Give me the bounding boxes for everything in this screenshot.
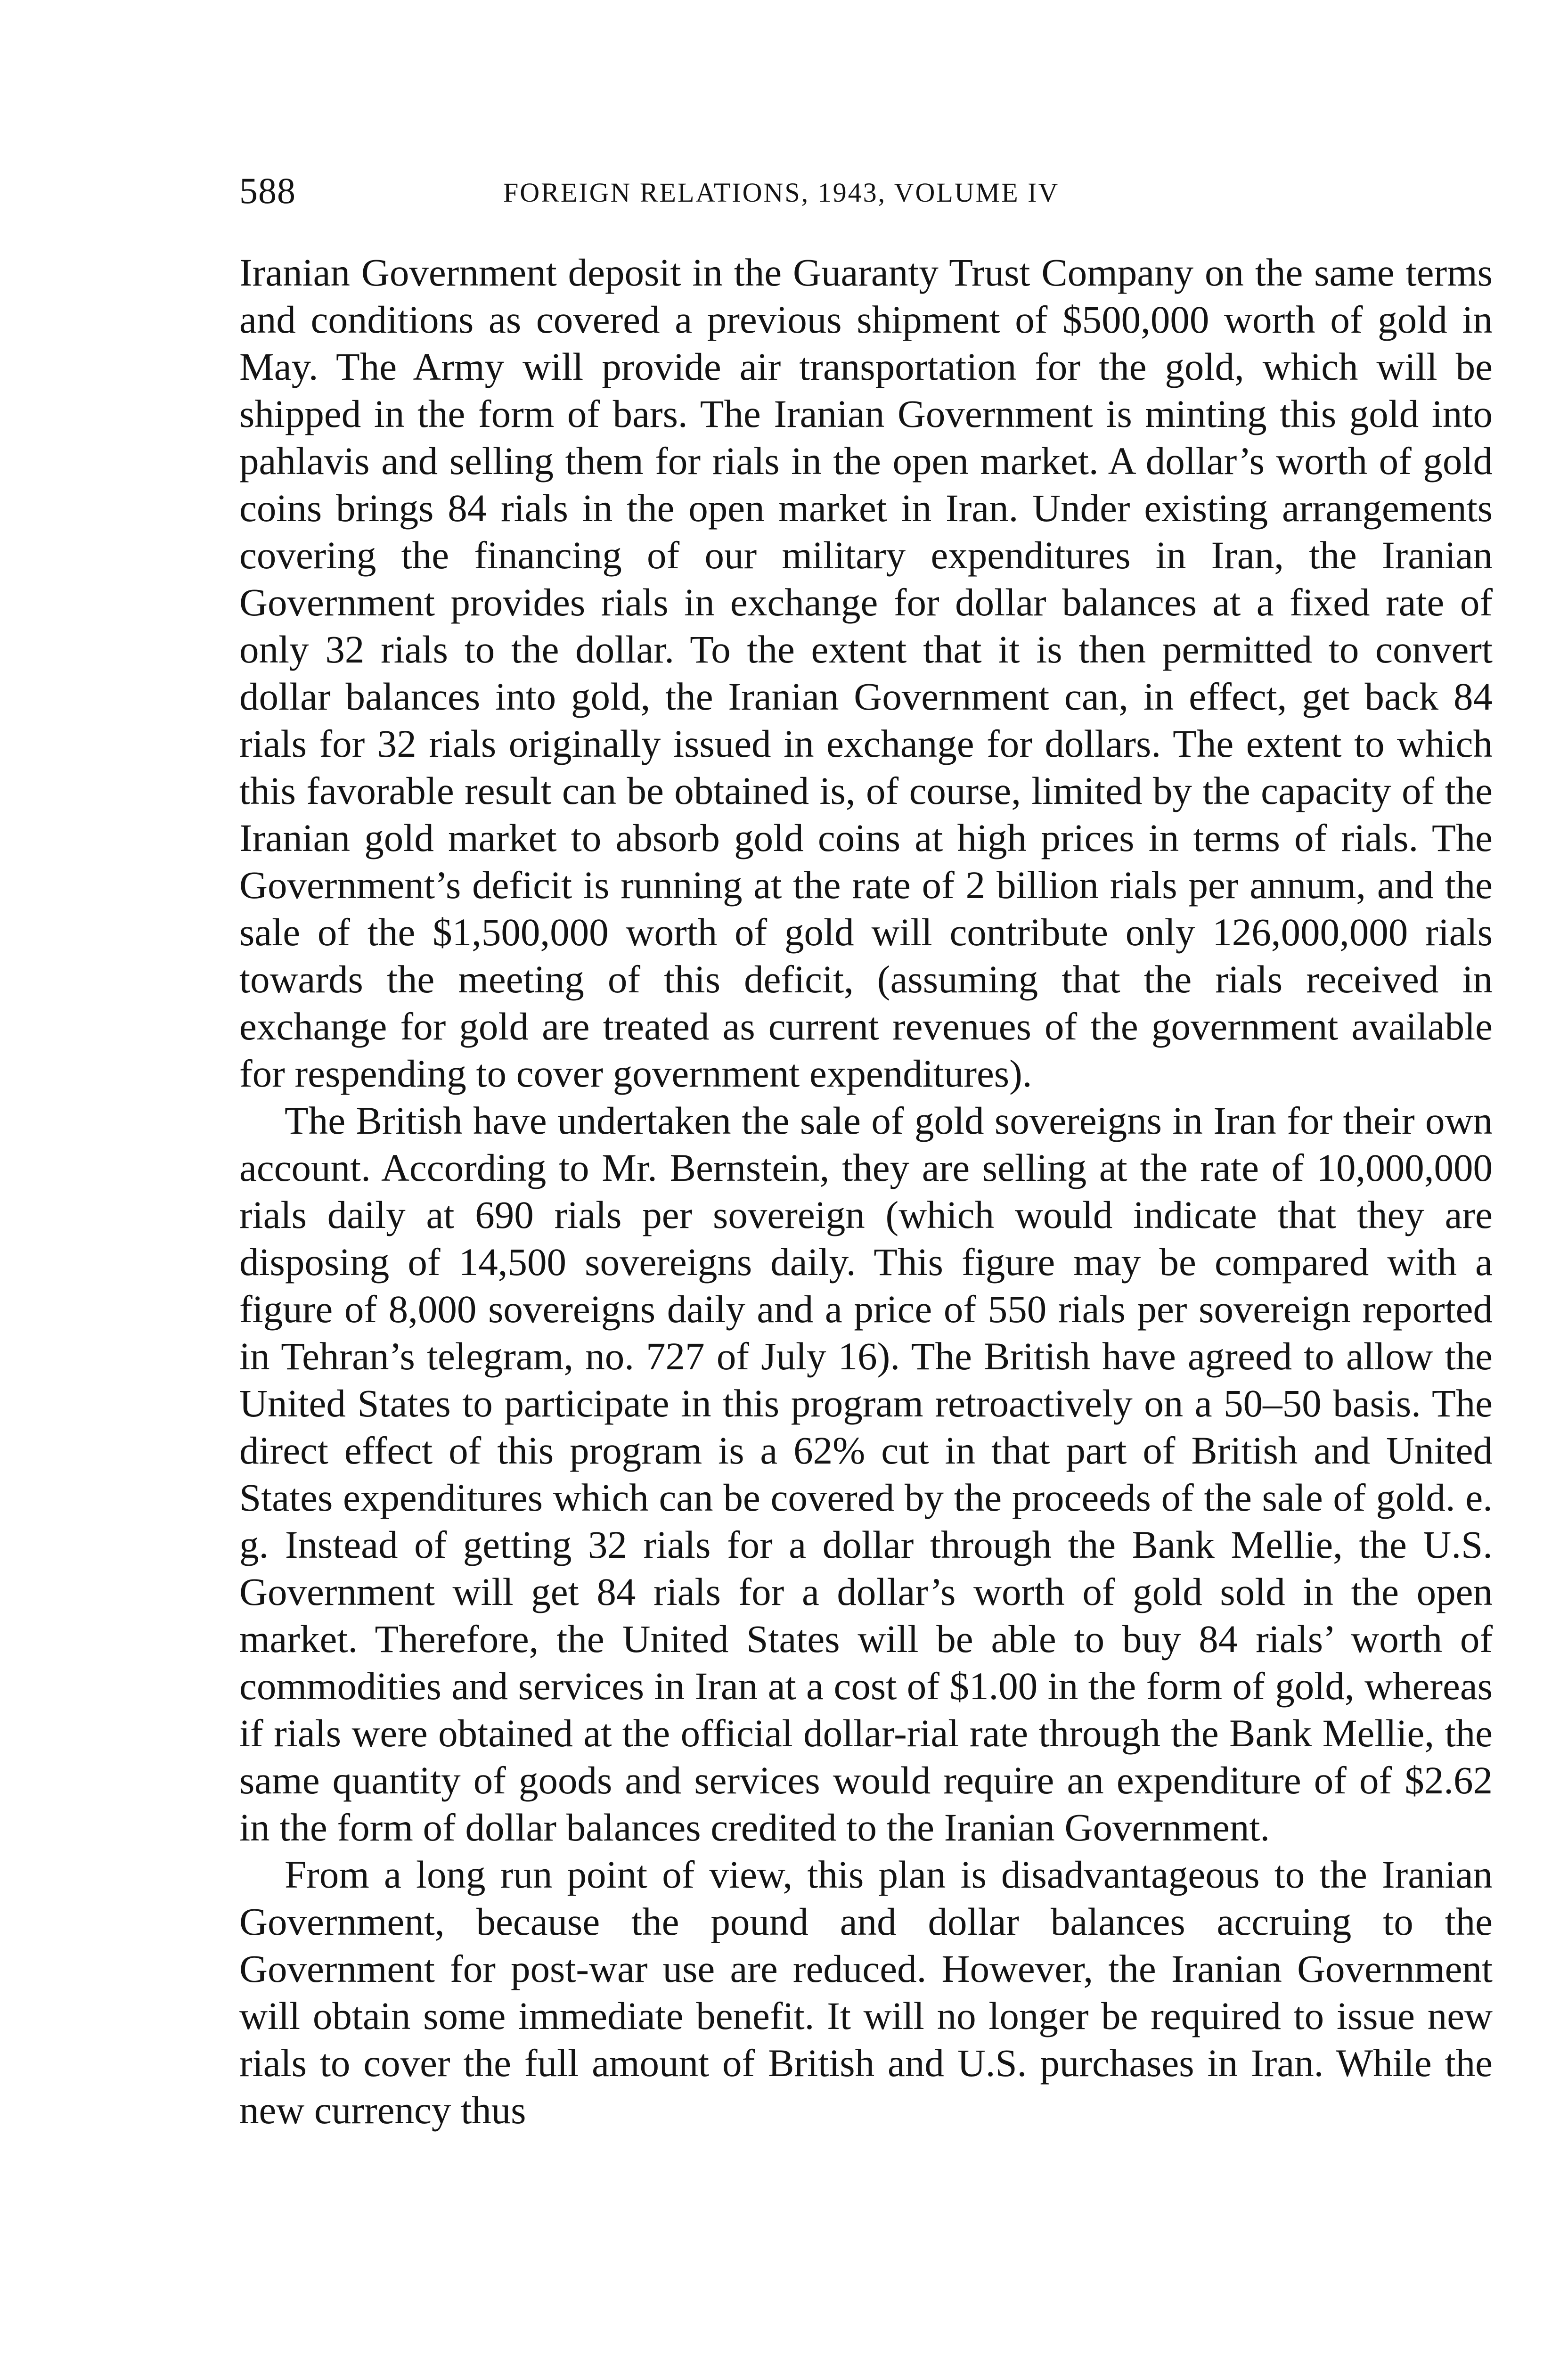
paragraph-3: From a long run point of view, this plan is disadvantageous to the Iranian Government, because the pound and dollar balances accruing to the Government for post-war use are reduced. However, the Iranian Government will obtain some immediate benefit. It will no longer be required to issue new rials to cover the full amount of British and U.S. purchases in Iran. While the new currency thus xyxy=(239,1853,1493,2132)
paragraph-1: Iranian Government deposit in the Guaranty Trust Company on the same terms and conditions as covered a previous shipment of $500,000 worth of gold in May. The Army will provide air transportation for the gold, which will be shipped in the form of bars. The Iranian Government is minting this gold into pahlavis and selling them for rials in the open market. A dollar’s worth of gold coins brings 84 rials in the open market in Iran. Under existing arrangements covering the financing of our military expenditures in Iran, the Iranian Government provides rials in exchange for dollar balances at a fixed rate of only 32 rials to the dollar. To the extent that it is then permitted to convert dollar balances into gold, the Iranian Government can, in effect, get back 84 rials for 32 rials originally issued in exchange for dollars. The extent to which this favorable result can be obtained is, of course, limited by the capacity of the Iranian gold market to absorb gold coins at high prices in terms of rials. The Government’s deficit is running at the rate of 2 billion rials per annum, and the sale of the $1,500,000 worth of gold will contribute only 126,000,000 rials towards the meeting of this deficit, (assuming that the rials received in exchange for gold are treated as current revenues of the government available for respending to cover government expenditures). xyxy=(239,251,1493,1095)
body-text xyxy=(239,249,1493,2134)
running-title: FOREIGN RELATIONS, 1943, VOLUME IV xyxy=(503,177,1060,208)
running-head xyxy=(239,167,1493,214)
paragraph-2: The British have undertaken the sale of gold sovereigns in Iran for their own account. According to Mr. Bernstein, they are selling at the rate of 10,000,000 rials daily at 690 rials per sovereign (which would indicate that they are disposing of 14,500 sovereigns daily. This figure may be compared with a figure of 8,000 sovereigns daily and a price of 550 rials per sovereign reported in Tehran’s telegram, no. 727 of July 16). The British have agreed to allow the United States to participate in this program retroactively on a 50–50 basis. The direct effect of this program is a 62% cut in that part of British and United States expenditures which can be covered by the proceeds of the sale of gold. e. g. Instead of getting 32 rials for a dollar through the Bank Mellie, the U.S. Government will get 84 rials for a dollar’s worth of gold sold in the open market. Therefore, the United States will be able to buy 84 rials’ worth of commodities and services in Iran at a cost of $1.00 in the form of gold, whereas if rials were obtained at the official dollar-rial rate through the Bank Mellie, the same quantity of goods and services would require an expenditure of of $2.62 in the form of dollar balances credited to the Iranian Government. xyxy=(239,1099,1493,1849)
page-number: 588 xyxy=(239,170,296,211)
